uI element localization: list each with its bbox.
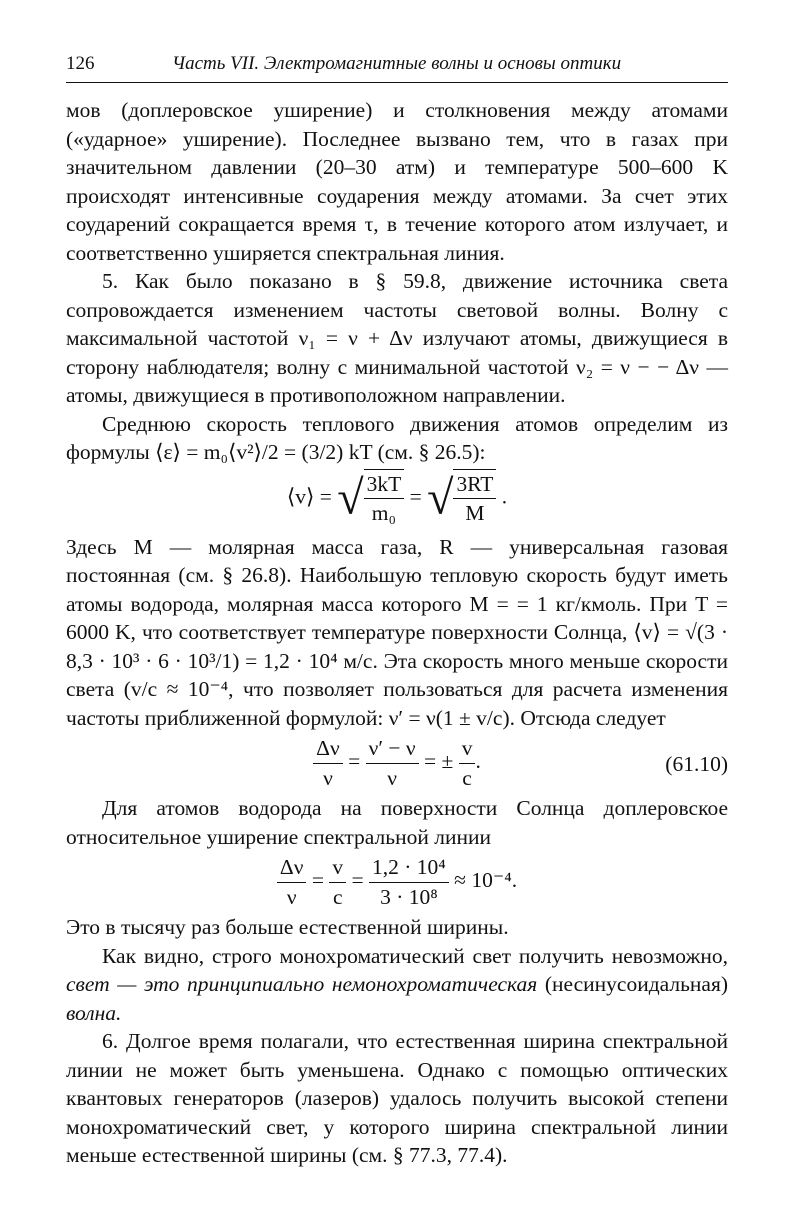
formula1-end: .	[501, 483, 508, 508]
paragraph-7-emphasis-b: волна.	[66, 1000, 122, 1025]
formula3-frac1-num: Δν	[277, 853, 307, 883]
paragraph-1: мов (доплеровское уширение) и столкновения между атомами («ударное» уширение). Последнее вызвано тем, что в газах при значительном давлении (20–30 атм) и температуре 500–600 K происходят интенсивные соударения между атомами. За счет этих соударений сокращается время τ, в течение которого атом излучает, и соответственно уширяется спектральная линия.	[66, 98, 728, 265]
paragraph-4: Здесь M — молярная масса газа, R — универсальная газовая постоянная (см. § 26.8). Наибольшую тепловую скорость будут иметь атомы водорода, молярная масса которого M = = 1 кг/кмоль. При T = 6000 K, что соответствует температуре поверхности Солнца, ⟨v⟩ = √(3 · 8,3 · 10³ · 6 · 10³/1) = 1,2 · 10⁴ м/с. Эта скорость много меньше скорости света (v/c ≈ 10⁻⁴, что позволяет пользоваться для расчета изменения частоты приближенной формулой: ν′ = ν(1 ± v/c). Отсюда следует	[66, 534, 728, 730]
sqrt-1: √ $\frac{3kT}{\text{m₀}}$	[337, 469, 404, 528]
formula2-frac3-den: c	[462, 765, 472, 790]
formula3-frac1-den: ν	[286, 884, 297, 909]
formula2-frac1-den: ν	[323, 765, 333, 790]
formula3-frac2-num: v	[329, 853, 346, 883]
paragraph-2: 5. Как было показано в § 59.8, движение источника света сопровождается изменением частоты световой волны. Волну с максимальной частотой ν₁ = ν + Δν излучают атомы, движущиеся в сторону наблюдателя; волну с минимальной частотой ν₂ = ν − − Δν — атомы, движущиеся в противоположном направлении.	[66, 269, 728, 407]
sqrt-2: √ $\frac{3RT}{M}$	[427, 469, 496, 528]
formula2-eq2: = ±	[424, 748, 454, 773]
formula1-frac1-num: 3kT	[364, 470, 405, 500]
formula3-frac2-den: c	[332, 884, 343, 909]
formula1-eq: =	[409, 483, 422, 508]
paragraph-6: Это в тысячу раз больше естественной ширины.	[66, 915, 509, 939]
paragraph-5: Для атомов водорода на поверхности Солнца доплеровское относительное уширение спектральной линии	[66, 796, 728, 849]
running-title: Часть VII. Электромагнитные волны и основы оптики	[172, 53, 622, 74]
formula1-lhs: ⟨v⟩ =	[286, 483, 332, 508]
formula2-eq1: =	[348, 748, 361, 773]
paragraph-7	[66, 942, 728, 1028]
formula1-frac1-den: m₀	[371, 501, 397, 525]
formula3-eq2: =	[351, 867, 364, 892]
formula-relative-broadening	[66, 853, 728, 911]
running-header	[66, 52, 728, 83]
formula2-frac3-num: v	[459, 734, 476, 764]
formula2-frac2-den: ν	[387, 765, 397, 790]
paragraph-7-emphasis-a: свет — это принципиально немонохроматическая	[66, 972, 538, 996]
formula3-frac3-den: 3 · 10⁸	[380, 884, 438, 909]
formula2-end: .	[475, 748, 481, 773]
page-number: 126	[66, 53, 95, 74]
paragraph-8: 6. Долгое время полагали, что естественная ширина спектральной линии не может быть уменьшена. Однако с помощью оптических квантовых генераторов (лазеров) удалось получить высокой степени монохроматический свет, у которого ширина спектральной линии меньше естественной ширины (см. § 77.3, 77.4).	[66, 1029, 728, 1167]
formula2-frac1-num: Δν	[313, 734, 343, 764]
formula3-frac3-num: 1,2 · 10⁴	[369, 853, 449, 883]
formula2-frac2-num: ν′ − ν	[366, 734, 419, 764]
formula1-frac2-den: M	[465, 501, 485, 525]
page-body	[66, 96, 728, 1170]
equation-number: (61.10)	[665, 752, 728, 776]
paragraph-7-text-b: (несинусоидальная)	[537, 972, 728, 996]
formula-mean-velocity	[66, 469, 728, 531]
formula1-frac2-num: 3RT	[453, 470, 496, 500]
formula3-eq1: =	[311, 867, 324, 892]
formula3-tail: ≈ 10⁻⁴.	[454, 867, 518, 892]
paragraph-3: Среднюю скорость теплового движения атомов определим из формулы ⟨ε⟩ = m₀⟨v²⟩/2 = (3/2) kT (см. § 26.5):	[66, 411, 728, 464]
formula-61-10	[66, 734, 728, 792]
paragraph-7-text-a: Как видно, строго монохроматический свет получить невозможно,	[102, 943, 728, 968]
